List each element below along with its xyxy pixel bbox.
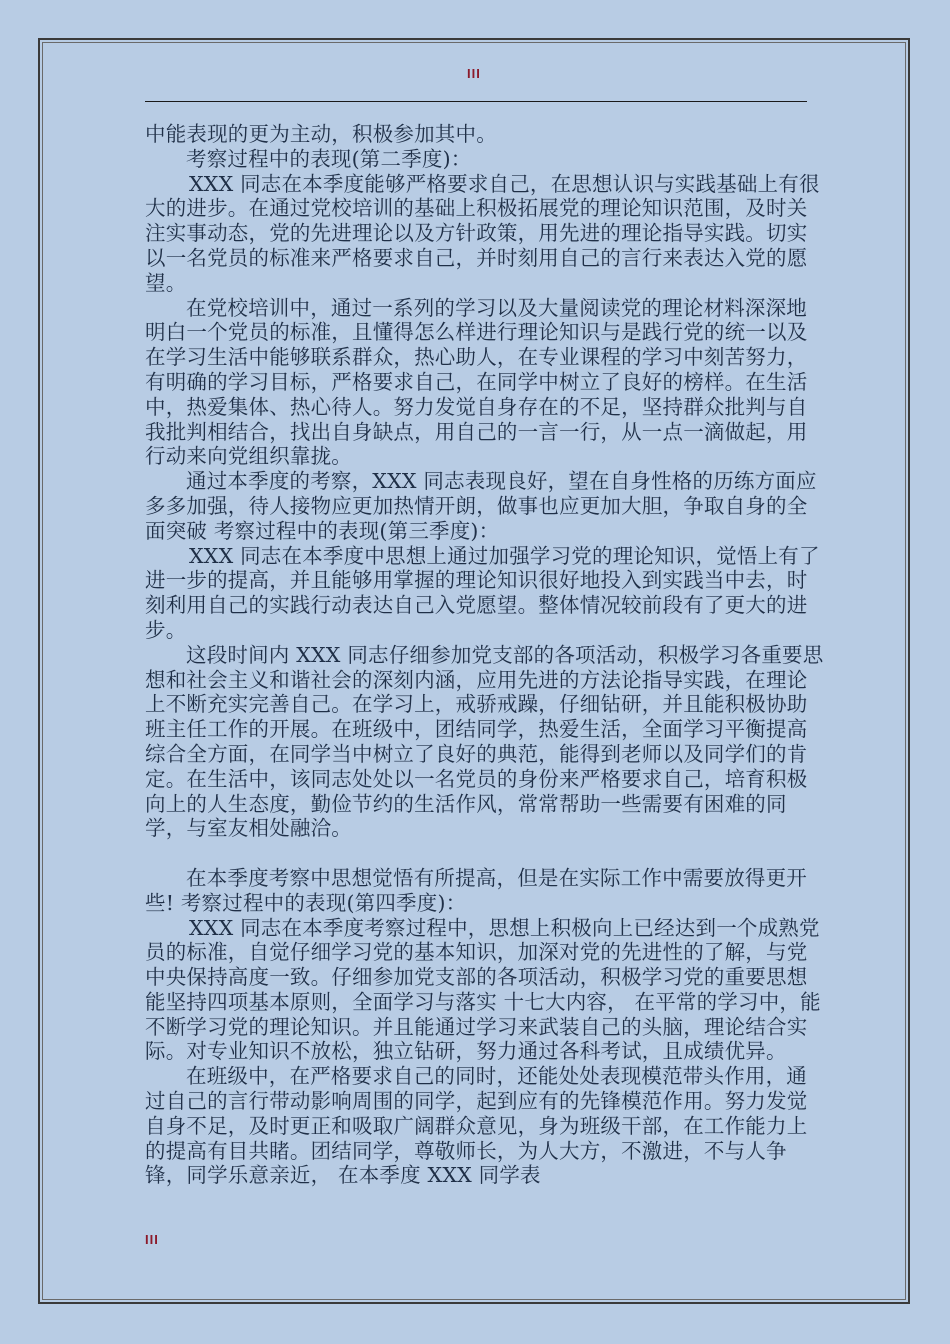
paragraph-q3-summary: XXX 同志在本季度中思想上通过加强学习党的理论知识，觉悟上有了进一步的提高，并且能够用掌握的理论知识很好地投入到实践当中去，时刻利用自己的实践行动表达自己入党愿望。整体情况较前段有了更大的进步。 [145, 543, 820, 642]
section-heading-q2: 考察过程中的表现(第二季度)： [186, 146, 472, 171]
header-mark: III [467, 66, 481, 81]
footer-mark: III [145, 1232, 159, 1247]
paragraph-q4-class: 在班级中，在严格要求自己的同时，还能处处表现模范带头作用，通过自己的言行带动影响周围的同学，起到应有的先锋模范作用。努力发觉自身不足，及时更正和吸取广阔群众意见，身为班级干部，在工作能力上的提高有目共睹。团结同学，尊敬师长，为人大方，不激进，不与人争锋，同学乐意亲近， 在本季度 XXX 同学表 [145, 1064, 808, 1188]
paragraph-q3-activities: 这段时间内 XXX 同志仔细参加党支部的各项活动，积极学习各重要思想和社会主义和谐社会的深刻内涵，应用先进的方法论指导实践，在理论上不断充实完善自己。在学习上，戒骄戒躁，仔细钻研，并且能积极协助班主任工作的开展。在班级中，团结同学，热爱生活，全面学习平衡提高综合全方面，在同学当中树立了良好的典范，能得到老师以及同学们的肯定。在生活中，该同志处处以一名党员的身份来严格要求自己，培育积极向上的人生态度，勤俭节约的生活作风，常常帮助一些需要有困难的同学，与室友相处融洽。 [145, 642, 824, 841]
paragraph-q3-evaluation: 在本季度考察中思想觉悟有所提高，但是在实际工作中需要放得更开些! 考察过程中的表现(第四季度)： [145, 865, 807, 915]
paragraph-q2-evaluation: 通过本季度的考察，XXX 同志表现良好，望在自身性格的历练方面应多多加强，待人接物应更加热情开朗，做事也应更加大胆，争取自身的全面突破 考察过程中的表现(第三季度)： [145, 469, 817, 543]
paragraph-q2-training: 在党校培训中，通过一系列的学习以及大量阅读党的理论材料深深地明白一个党员的标准，且懂得怎么样进行理论知识与是践行党的统一以及在学习生活中能够联系群众，热心助人，在专业课程的学习中刻苦努力，有明确的学习目标，严格要求自己，在同学中树立了良好的榜样。在生活中，热爱集体、热心待人。努力发觉自身存在的不足，坚持群众批判与自我批判相结合，找出自身缺点，用自己的一言一行，从一点一滴做起，用行动来向党组织靠拢。 [145, 295, 808, 469]
document-body [145, 122, 825, 1188]
blank-line [145, 841, 825, 866]
header-rule [145, 101, 807, 102]
paragraph-q4-summary: XXX 同志在本季度考察过程中，思想上积极向上已经达到一个成熟党员的标准，自觉仔细学习党的基本知识，加深对党的先进性的了解，与党中央保持高度一致。仔细参加党支部的各项活动，积极学习党的重要思想能坚持四项基本原则，全面学习与落实 十七大内容， 在平常的学习中，能不断学习党的理论知识。并且能通过学习来武装自己的头脑，理论结合实际。对专业知识不放松，独立钻研，努力通过各科考试，且成绩优异。 [145, 915, 821, 1064]
paragraph-continuation: 中能表现的更为主动，积极参加其中。 [145, 122, 497, 146]
paragraph-q2-summary: XXX 同志在本季度能够严格要求自己，在思想认识与实践基础上有很大的进步。在通过党校培训的基础上积极拓展党的理论知识范围，及时关注实事动态，党的先进理论以及方针政策，用先进的理论指导实践。切实以一名党员的标准来严格要求自己，并时刻用自己的言行来表达入党的愿望。 [145, 171, 820, 295]
